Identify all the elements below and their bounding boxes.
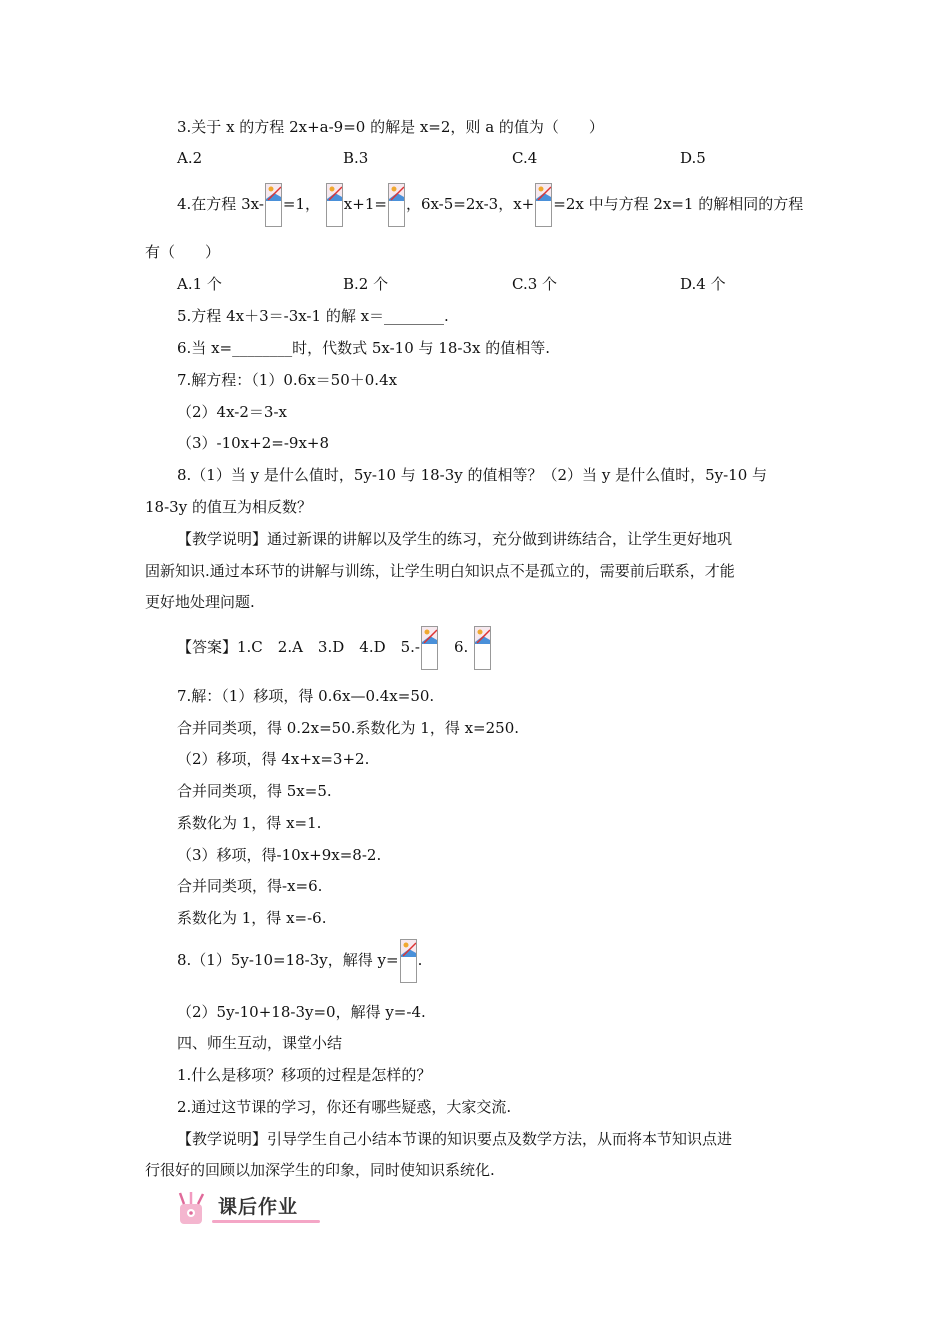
teaching-note-1-line3: 更好地处理问题. (145, 593, 255, 611)
q3-option-a: A.2 (177, 149, 203, 167)
pencil-cup-icon (172, 1190, 216, 1226)
q7-part3: （3）-10x+2=-9x+8 (177, 434, 330, 452)
q7-title: 7.解方程：（1）0.6x＝50＋0.4x (177, 371, 398, 389)
teaching-note-2-line1: 【教学说明】引导学生自己小结本节课的知识要点及数学方法，从而将本节知识点进 (177, 1130, 733, 1148)
sol7-line5: 系数化为 1，得 x=1. (177, 814, 322, 832)
q6: 6.当 x=________时，代数式 5x-10 与 18-3x 的值相等. (177, 339, 551, 357)
q3-option-d: D.5 (680, 149, 706, 167)
sol8-line1 (177, 938, 422, 986)
answer-seg2: 6. (439, 638, 469, 656)
fraction-image-placeholder (421, 626, 438, 670)
q8-line2: 18-3y 的值互为相反数？ (145, 498, 312, 516)
q8-line1: 8.（1）当 y 是什么值时，5y-10 与 18-3y 的值相等？（2）当 y 是什么值时，5y-10 与 (177, 466, 768, 484)
q4-option-b: B.2 个 (343, 275, 389, 293)
q4-seg4: ，6x-5=2x-3，x+ (405, 195, 535, 213)
sol7-line2: 合并同类项，得 0.2x=50.系数化为 1，得 x=250. (177, 719, 520, 737)
section4-q1: 1.什么是移项？移项的过程是怎样的？ (177, 1066, 432, 1084)
q4-option-a: A.1 个 (177, 275, 222, 293)
q7-part2: （2）4x-2＝3-x (177, 403, 287, 421)
homework-badge-label: 课后作业 (218, 1196, 299, 1218)
q4-option-d: D.4 个 (680, 275, 726, 293)
sol7-line7: 合并同类项，得-x=6. (177, 877, 323, 895)
q5: 5.方程 4x＋3＝-3x-1 的解 x＝________. (177, 307, 449, 325)
fraction-image-placeholder (474, 626, 491, 670)
q4-option-c: C.3 个 (512, 275, 558, 293)
sol7-line3: （2）移项，得 4x+x=3+2. (177, 750, 370, 768)
fraction-image-placeholder (400, 939, 417, 983)
teaching-note-1-line1: 【教学说明】通过新课的讲解以及学生的练习，充分做到讲练结合，让学生更好地巩 (177, 530, 733, 548)
section4-q2: 2.通过这节课的学习，你还有哪些疑惑，大家交流. (177, 1098, 512, 1116)
fraction-image-placeholder (265, 183, 282, 227)
sol7-line8: 系数化为 1，得 x=-6. (177, 909, 327, 927)
q4-seg2: =1， (282, 195, 321, 213)
q3-option-c: C.4 (512, 149, 538, 167)
q3-option-b: B.3 (343, 149, 369, 167)
teaching-note-2-line2: 行很好的回顾以加深学生的印象，同时使知识系统化. (145, 1161, 495, 1179)
sol8-seg1: 8.（1）5y-10=18-3y，解得 y= (177, 951, 399, 969)
q4-line2: 有（ ） (145, 243, 221, 261)
homework-badge (172, 1190, 322, 1226)
answer-seg1: 【答案】1.C 2.A 3.D 4.D 5.- (177, 638, 420, 656)
q4-seg1: 4.在方程 3x- (177, 195, 264, 213)
teaching-note-1-line2: 固新知识.通过本环节的讲解与训练，让学生明白知识点不是孤立的，需要前后联系，才能 (145, 562, 735, 580)
answer-line (177, 625, 492, 673)
fraction-image-placeholder (535, 183, 552, 227)
sol7-line1: 7.解：（1）移项，得 0.6x—0.4x=50. (177, 687, 435, 705)
fraction-image-placeholder (326, 183, 343, 227)
section4-title: 四、师生互动，课堂小结 (177, 1034, 343, 1052)
sol8-seg2: . (417, 951, 423, 969)
fraction-image-placeholder (388, 183, 405, 227)
sol7-line6: （3）移项，得-10x+9x=8-2. (177, 846, 382, 864)
q4-seg3: x+1= (343, 195, 387, 213)
q4-seg5: =2x 中与方程 2x=1 的解相同的方程 (553, 195, 804, 213)
sol7-line4: 合并同类项，得 5x=5. (177, 782, 332, 800)
q3-stem: 3.关于 x 的方程 2x+a-9=0 的解是 x=2，则 a 的值为（ ） (177, 118, 604, 136)
sol8-line2: （2）5y-10+18-3y=0，解得 y=-4. (177, 1003, 426, 1021)
q4-line1 (177, 182, 803, 230)
